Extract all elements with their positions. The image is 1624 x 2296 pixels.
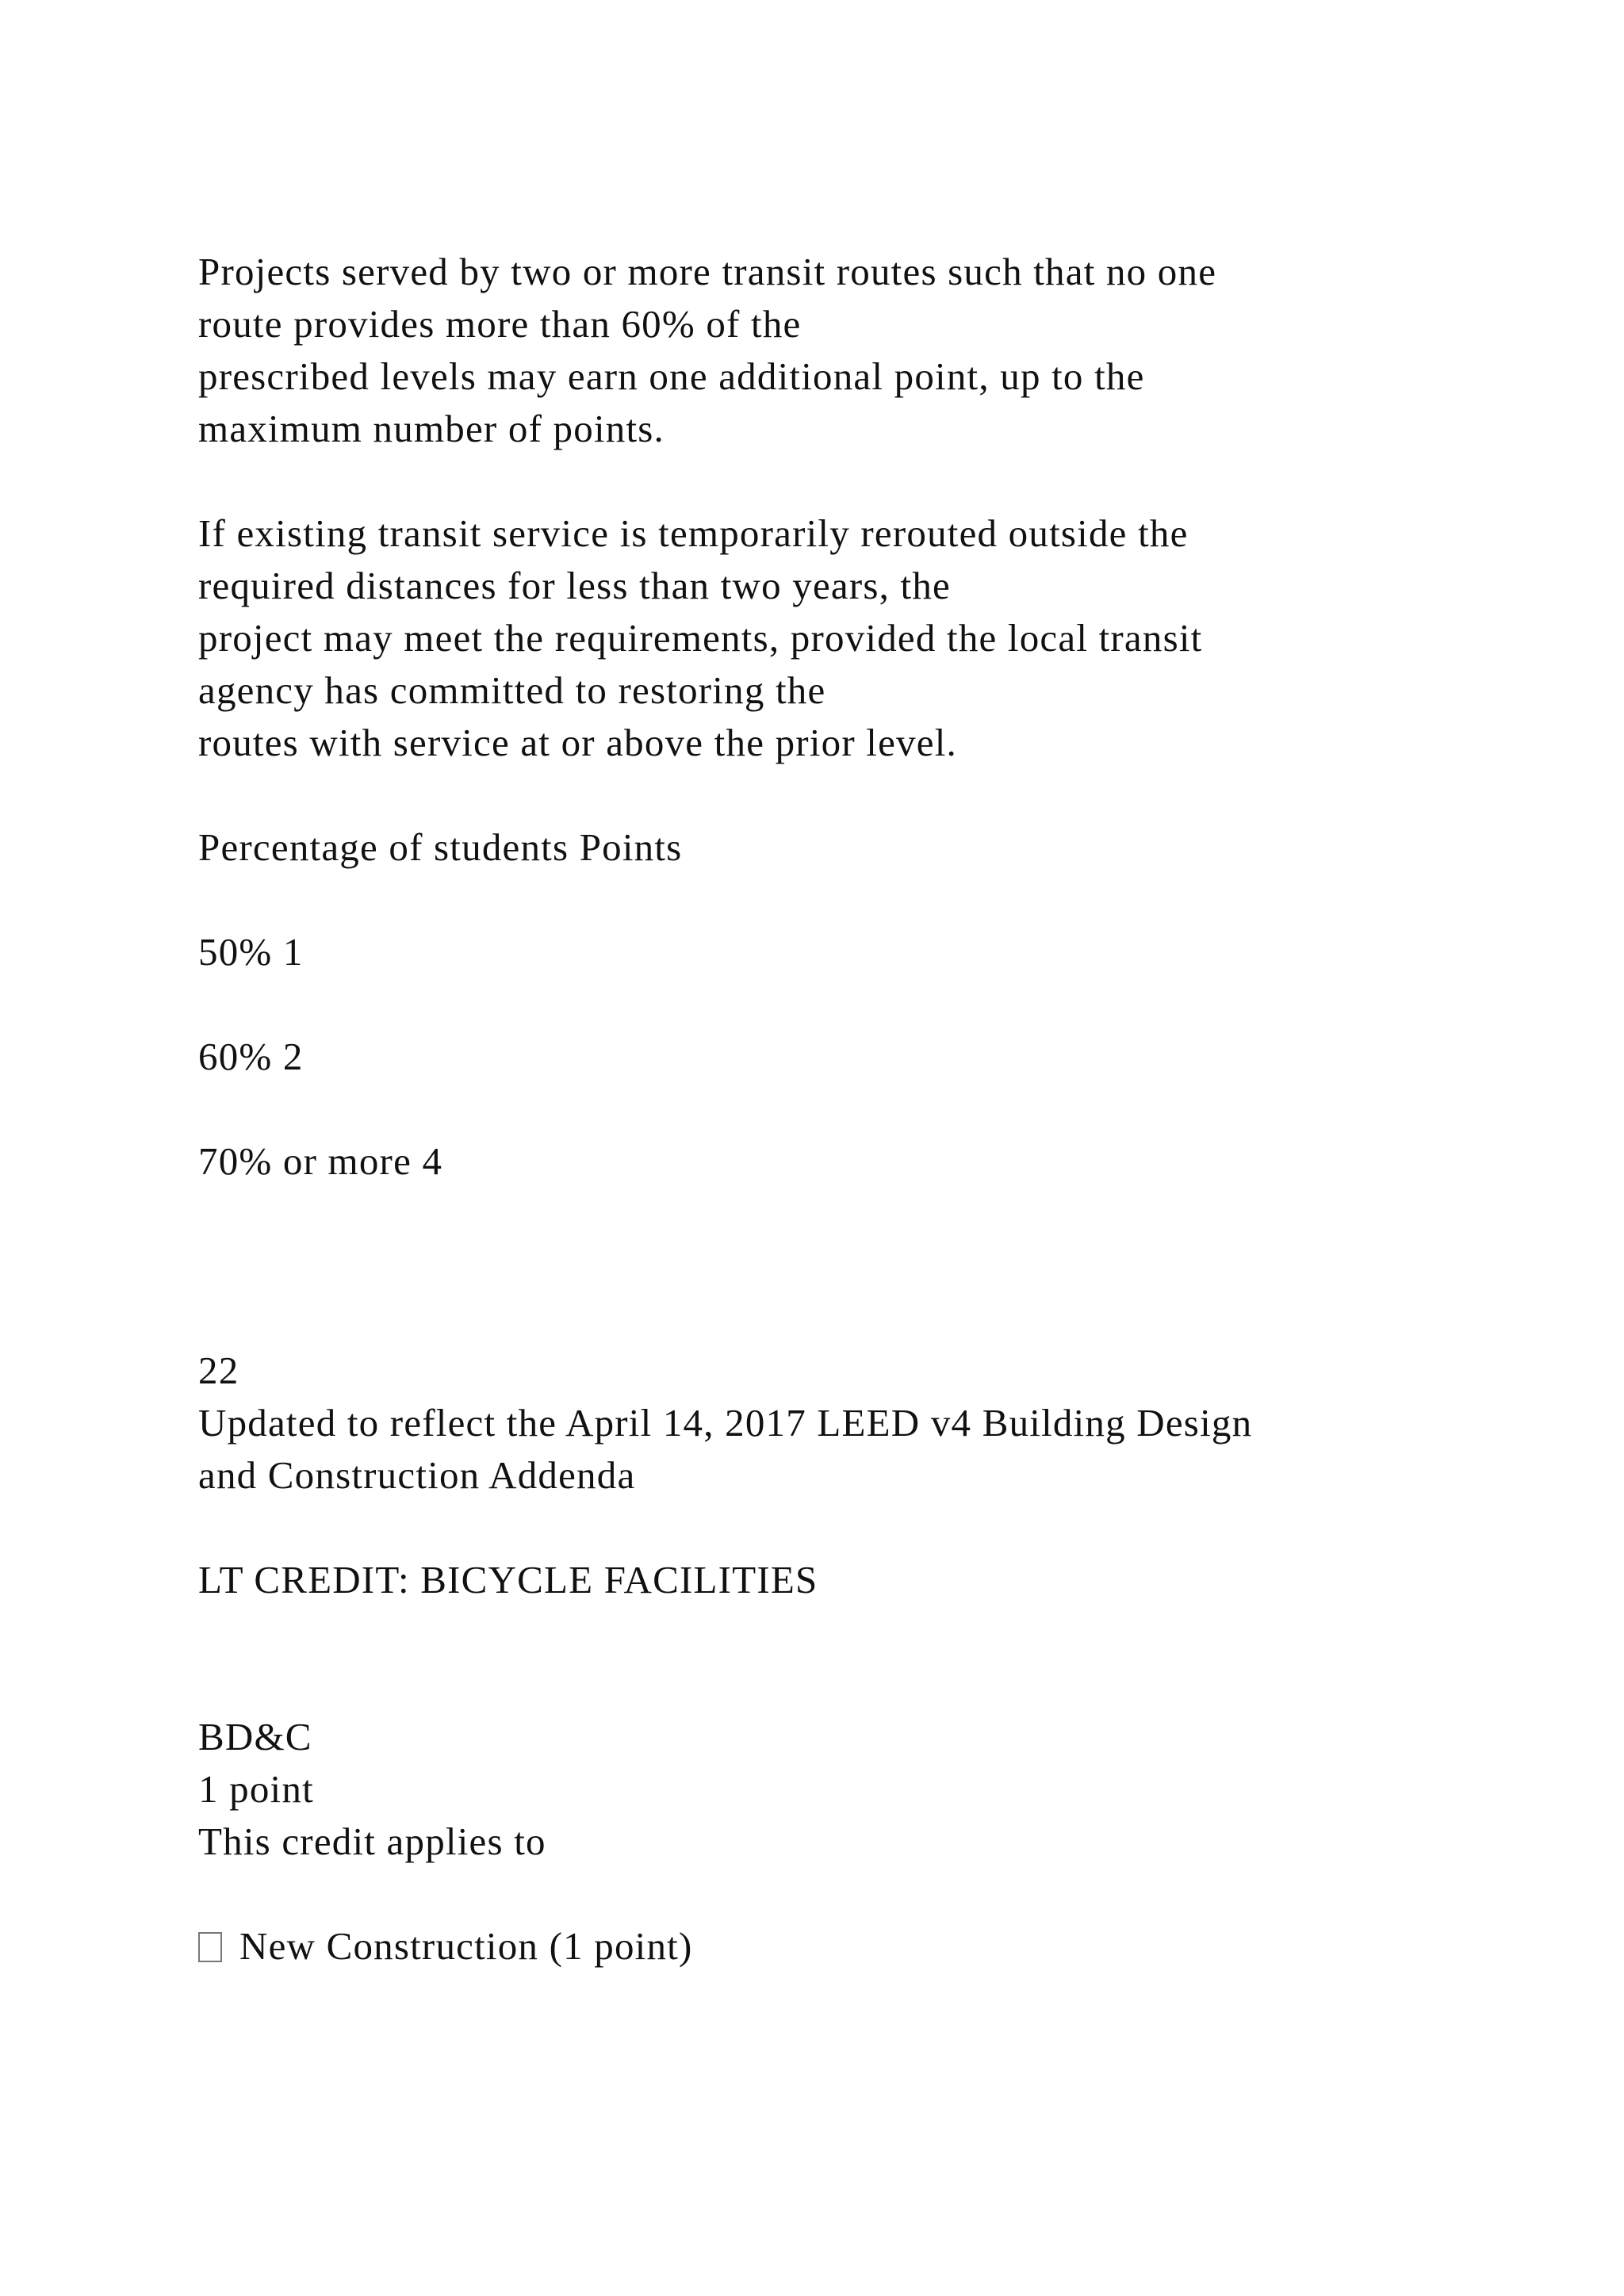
- applies-to-item: [198, 1920, 1483, 1973]
- blank-line: [198, 978, 1483, 1031]
- blank-line: [198, 769, 1483, 821]
- paragraph-multiple-routes: [198, 246, 1483, 455]
- checkbox-icon: [198, 1932, 222, 1962]
- document-page: [198, 246, 1483, 1973]
- text-line: required distances for less than two years, the: [198, 564, 951, 607]
- text-line: Projects served by two or more transit routes such that no one: [198, 250, 1217, 293]
- text-line: project may meet the requirements, provided the local transit: [198, 616, 1203, 660]
- paragraph-rerouted-service: [198, 507, 1483, 769]
- points-table-header: Percentage of students Points: [198, 825, 683, 869]
- credit-points: 1 point: [198, 1767, 314, 1811]
- blank-line: [198, 874, 1483, 926]
- applies-to-label: This credit applies to: [198, 1820, 546, 1863]
- credit-title: LT CREDIT: BICYCLE FACILITIES: [198, 1558, 818, 1601]
- update-note-line: and Construction Addenda: [198, 1453, 636, 1497]
- text-line: routes with service at or above the prior level.: [198, 721, 957, 764]
- blank-line: [198, 1868, 1483, 1920]
- text-line: If existing transit service is temporarily rerouted outside the: [198, 511, 1189, 555]
- page-footer: [198, 1345, 1483, 1502]
- page-number: 22: [198, 1349, 239, 1392]
- text-line: agency has committed to restoring the: [198, 668, 826, 712]
- blank-space: [198, 1606, 1483, 1711]
- points-table-row: 70% or more 4: [198, 1139, 443, 1183]
- points-table: [198, 821, 1483, 1188]
- blank-space: [198, 1188, 1483, 1345]
- blank-line: [198, 1502, 1483, 1554]
- points-table-row: 60% 2: [198, 1035, 304, 1078]
- text-line: maximum number of points.: [198, 407, 665, 450]
- applies-to-item-label: New Construction (1 point): [239, 1924, 693, 1968]
- blank-line: [198, 1083, 1483, 1135]
- credit-details: [198, 1711, 1483, 1868]
- applies-to-list: [198, 1920, 1483, 1973]
- blank-line: [198, 455, 1483, 507]
- points-table-row: 50% 1: [198, 930, 304, 974]
- update-note-line: Updated to reflect the April 14, 2017 LEED v4 Building Design: [198, 1401, 1253, 1445]
- text-line: route provides more than 60% of the: [198, 302, 802, 346]
- rating-system: BD&C: [198, 1715, 312, 1758]
- text-line: prescribed levels may earn one additional point, up to the: [198, 354, 1145, 398]
